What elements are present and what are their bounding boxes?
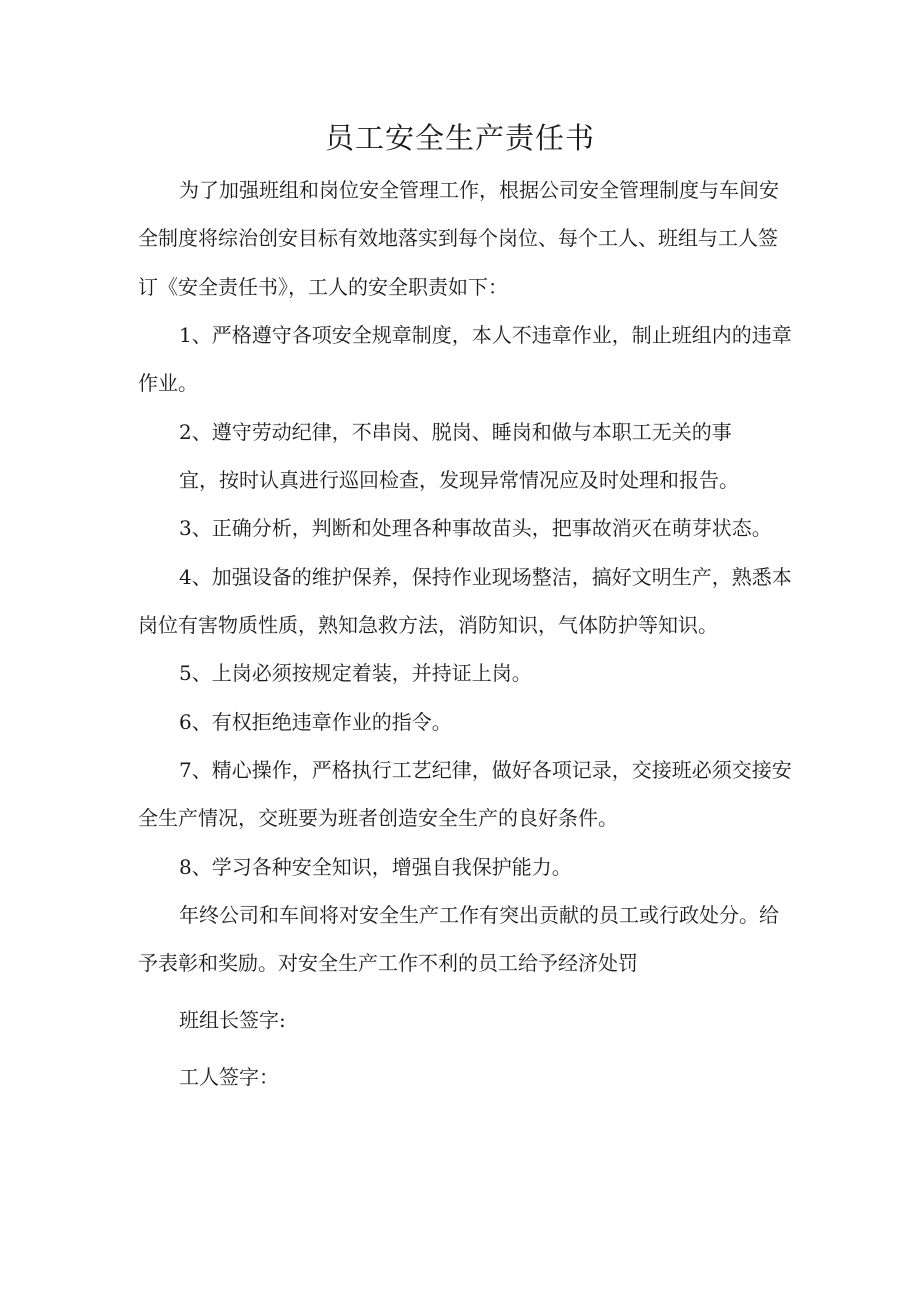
item-3-line-1: 3、正确分析，判断和处理各种事故苗头，把事故消灭在萌芽状态。 bbox=[179, 516, 772, 540]
closing-line-1: 年终公司和车间将对安全生产工作有突出贡献的员工或行政处分。给 bbox=[179, 903, 779, 927]
item-4-line-2: 岗位有害物质性质，熟知急救方法，消防知识，气体防护等知识。 bbox=[138, 613, 718, 637]
item-7-line-1: 7、精心操作，严格执行工艺纪律，做好各项记录，交接班必须交接安 bbox=[179, 758, 792, 782]
item-6-line-1: 6、有权拒绝违章作业的指令。 bbox=[179, 710, 452, 734]
item-8-line-1: 8、学习各种安全知识，增强自我保护能力。 bbox=[179, 855, 572, 879]
intro-line-1: 为了加强班组和岗位安全管理工作，根据公司安全管理制度与车间安 bbox=[179, 178, 779, 202]
item-7-line-2: 全生产情况，交班要为班者创造安全生产的良好条件。 bbox=[138, 806, 618, 830]
leader-signature-label: 班组长签字: bbox=[179, 1008, 286, 1032]
intro-line-2: 全制度将综治创安目标有效地落实到每个岗位、每个工人、班组与工人签 bbox=[138, 226, 778, 250]
item-5-line-1: 5、上岗必须按规定着装，并持证上岗。 bbox=[179, 661, 532, 685]
closing-line-2: 予表彰和奖励。对安全生产工作不利的员工给予经济处罚 bbox=[138, 951, 638, 975]
intro-line-3: 订《安全责任书》，工人的安全职责如下： bbox=[138, 275, 508, 299]
item-2-line-2: 宜，按时认真进行巡回检查，发现异常情况应及时处理和报告。 bbox=[179, 468, 739, 492]
worker-signature-label: 工人签字： bbox=[179, 1065, 279, 1089]
item-4-line-1: 4、加强设备的维护保养，保持作业现场整洁，搞好文明生产，熟悉本 bbox=[179, 565, 792, 589]
item-1-line-1: 1、严格遵守各项安全规章制度，本人不违章作业，制止班组内的违章 bbox=[179, 323, 792, 347]
item-1-line-2: 作业。 bbox=[138, 371, 198, 395]
document-title: 员工安全生产责任书 bbox=[324, 121, 595, 155]
item-2-line-1: 2、遵守劳动纪律，不串岗、脱岗、睡岗和做与本职工无关的事 bbox=[179, 420, 732, 444]
